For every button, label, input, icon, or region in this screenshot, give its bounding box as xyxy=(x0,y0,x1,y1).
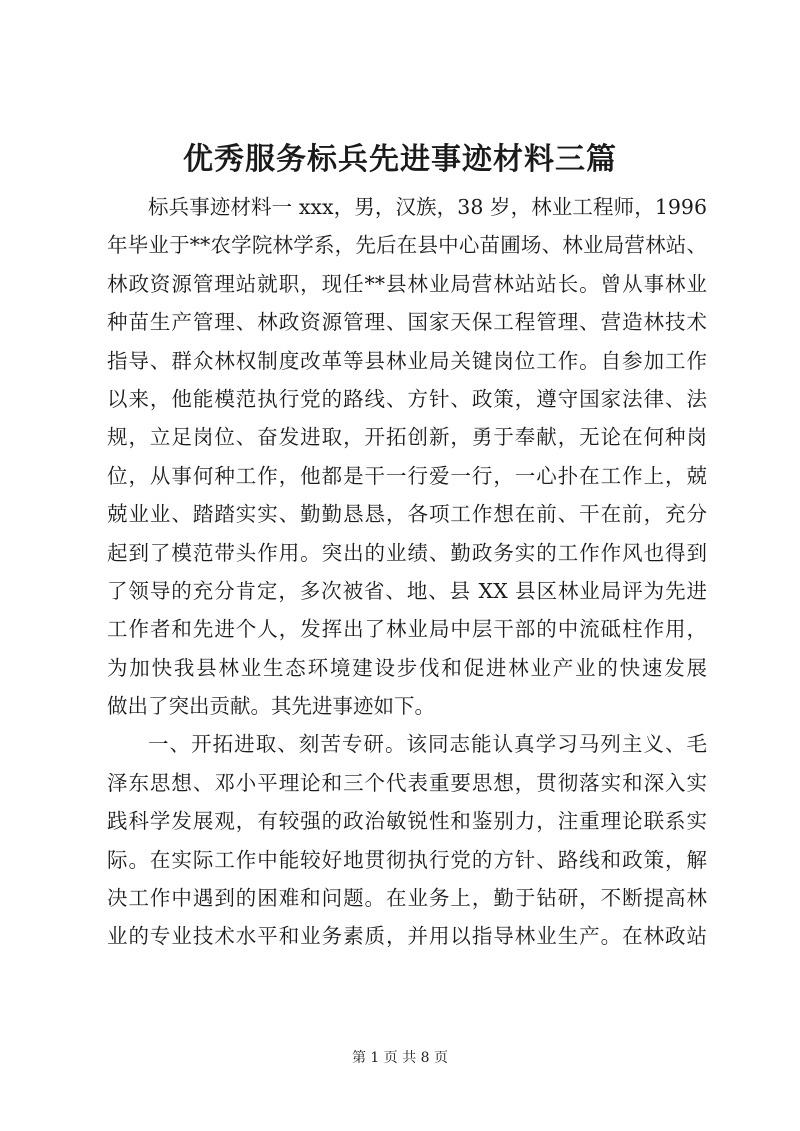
text-line: 了领导的充分肯定，多次被省、地、县 XX 县区林业局评为先进 xyxy=(107,578,707,603)
document-body xyxy=(107,188,707,956)
text-line: 际。在实际工作中能较好地贯彻执行党的方针、路线和政策，解 xyxy=(107,847,707,872)
text-line: 以来，他能模范执行党的路线、方针、政策，遵守国家法律、法 xyxy=(107,386,707,411)
text-line: 一、开拓进取、刻苦专研。该同志能认真学习马列主义、毛 xyxy=(148,732,707,757)
text-line: 年毕业于**农学院林学系，先后在县中心苗圃场、林业局营林站、 xyxy=(107,233,707,258)
text-line: 为加快我县林业生态环境建设步伐和促进林业产业的快速发展 xyxy=(107,655,707,680)
text-line: 位，从事何种工作，他都是干一行爱一行，一心扑在工作上，兢 xyxy=(107,463,707,488)
text-line: 业的专业技术水平和业务素质，并用以指导林业生产。在林政站 xyxy=(107,924,707,949)
paragraph-2 xyxy=(107,725,707,955)
text-line: 践科学发展观，有较强的政治敏锐性和鉴别力，注重理论联系实 xyxy=(107,809,707,834)
text-line: 规，立足岗位、奋发进取，开拓创新，勇于奉献，无论在何种岗 xyxy=(107,425,707,450)
text-line: 林政资源管理站就职，现任**县林业局营林站站长。曾从事林业 xyxy=(107,271,707,296)
text-line: 兢业业、踏踏实实、勤勤恳恳，各项工作想在前、干在前，充分 xyxy=(107,502,707,527)
text-line: 工作者和先进个人，发挥出了林业局中层干部的中流砥柱作用， xyxy=(107,617,707,642)
text-line: 起到了模范带头作用。突出的业绩、勤政务实的工作作风也得到 xyxy=(107,540,707,565)
text-line: 做出了突出贡献。其先进事迹如下。 xyxy=(107,694,435,719)
text-line: 决工作中遇到的困难和问题。在业务上，勤于钻研，不断提高林 xyxy=(107,886,707,911)
text-line: 指导、群众林权制度改革等县林业局关键岗位工作。自参加工作 xyxy=(107,348,707,373)
paragraph-1 xyxy=(107,188,707,725)
page-footer: 第 1 页 共 8 页 xyxy=(351,1050,449,1066)
text-line: 标兵事迹材料一 xxx，男，汉族，38 岁，林业工程师，1996 xyxy=(148,195,707,219)
text-line: 种苗生产管理、林政资源管理、国家天保工程管理、营造林技术 xyxy=(107,310,707,335)
text-line: 泽东思想、邓小平理论和三个代表重要思想，贯彻落实和深入实 xyxy=(107,770,707,795)
document-title: 优秀服务标兵先进事迹材料三篇 xyxy=(183,142,617,177)
